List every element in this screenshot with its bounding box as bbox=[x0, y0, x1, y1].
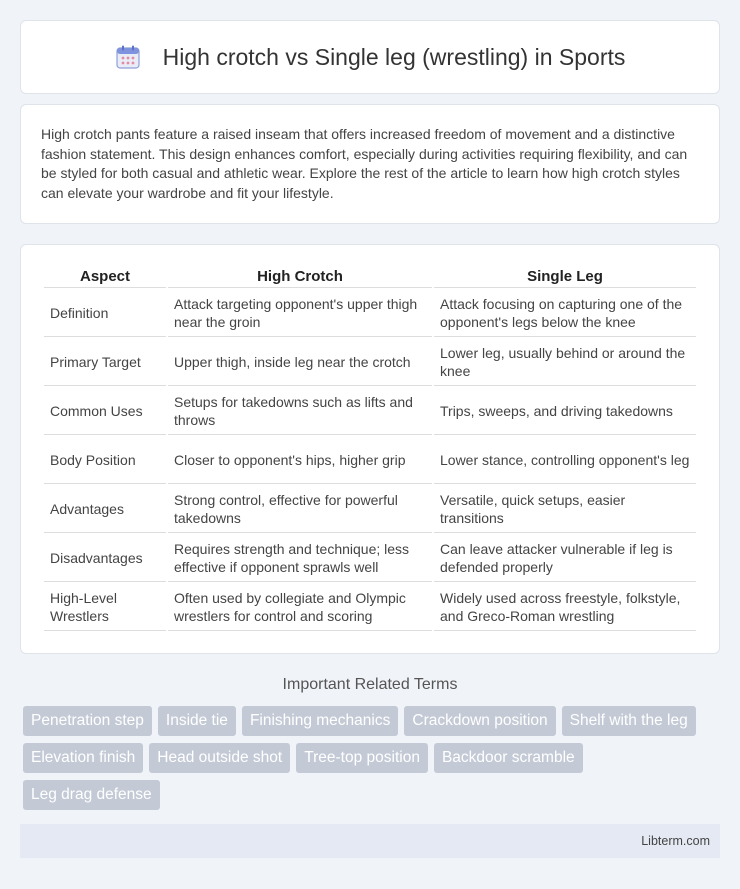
cell-aspect: High-Level Wrestlers bbox=[44, 584, 166, 631]
comparison-table bbox=[42, 263, 698, 633]
footer-brand-link[interactable]: Libterm.com bbox=[641, 834, 710, 848]
cell-high-crotch: Setups for takedowns such as lifts and throws bbox=[168, 388, 432, 435]
related-term-tag[interactable]: Tree-top position bbox=[296, 743, 428, 773]
cell-aspect: Advantages bbox=[44, 486, 166, 533]
cell-single-leg: Can leave attacker vulnerable if leg is defended properly bbox=[434, 535, 696, 582]
table-row bbox=[44, 290, 696, 337]
cell-high-crotch: Upper thigh, inside leg near the crotch bbox=[168, 339, 432, 386]
related-term-tag[interactable]: Elevation finish bbox=[23, 743, 143, 773]
cell-high-crotch: Closer to opponent's hips, higher grip bbox=[168, 437, 432, 484]
title-card bbox=[20, 20, 720, 94]
cell-single-leg: Trips, sweeps, and driving takedowns bbox=[434, 388, 696, 435]
cell-aspect: Definition bbox=[44, 290, 166, 337]
related-terms-list bbox=[20, 706, 720, 810]
cell-single-leg: Lower leg, usually behind or around the knee bbox=[434, 339, 696, 386]
comparison-table-card bbox=[20, 244, 720, 654]
cell-single-leg: Versatile, quick setups, easier transitions bbox=[434, 486, 696, 533]
intro-card bbox=[20, 104, 720, 224]
table-row bbox=[44, 388, 696, 435]
header-single-leg: Single Leg bbox=[434, 265, 696, 288]
related-term-tag[interactable]: Crackdown position bbox=[404, 706, 555, 736]
cell-aspect: Common Uses bbox=[44, 388, 166, 435]
related-term-tag[interactable]: Shelf with the leg bbox=[562, 706, 696, 736]
cell-single-leg: Widely used across freestyle, folkstyle, and Greco-Roman wrestling bbox=[434, 584, 696, 631]
table-row bbox=[44, 486, 696, 533]
related-terms-title: Important Related Terms bbox=[282, 676, 458, 693]
related-term-tag[interactable]: Backdoor scramble bbox=[434, 743, 583, 773]
cell-aspect: Body Position bbox=[44, 437, 166, 484]
table-row bbox=[44, 584, 696, 631]
cell-aspect: Primary Target bbox=[44, 339, 166, 386]
cell-single-leg: Lower stance, controlling opponent's leg bbox=[434, 437, 696, 484]
header-aspect: Aspect bbox=[44, 265, 166, 288]
cell-high-crotch: Often used by collegiate and Olympic wrestlers for control and scoring bbox=[168, 584, 432, 631]
footer bbox=[20, 824, 720, 858]
page-title: High crotch vs Single leg (wrestling) in Sports bbox=[162, 43, 626, 70]
table-row bbox=[44, 437, 696, 484]
table-row bbox=[44, 535, 696, 582]
table-header-row bbox=[44, 265, 696, 288]
related-term-tag[interactable]: Finishing mechanics bbox=[242, 706, 398, 736]
related-term-tag[interactable]: Penetration step bbox=[23, 706, 152, 736]
related-term-tag[interactable]: Inside tie bbox=[158, 706, 236, 736]
table-row bbox=[44, 339, 696, 386]
cell-single-leg: Attack focusing on capturing one of the opponent's legs below the knee bbox=[434, 290, 696, 337]
related-term-tag[interactable]: Head outside shot bbox=[149, 743, 290, 773]
related-term-tag[interactable]: Leg drag defense bbox=[23, 780, 160, 810]
cell-high-crotch: Attack targeting opponent's upper thigh near the groin bbox=[168, 290, 432, 337]
cell-aspect: Disadvantages bbox=[44, 535, 166, 582]
intro-text: High crotch pants feature a raised inseam that offers increased freedom of movement and a distinctive fashion statement. This design enhances comfort, especially during activities requiring flexibility, and can be styled for both casual and athletic wear. Explore the rest of the article to learn how high crotch styles can elevate your wardrobe and fit your lifestyle. bbox=[41, 126, 688, 201]
cell-high-crotch: Strong control, effective for powerful takedowns bbox=[168, 486, 432, 533]
calendar-icon bbox=[115, 44, 141, 70]
cell-high-crotch: Requires strength and technique; less effective if opponent sprawls well bbox=[168, 535, 432, 582]
header-high-crotch: High Crotch bbox=[168, 265, 432, 288]
